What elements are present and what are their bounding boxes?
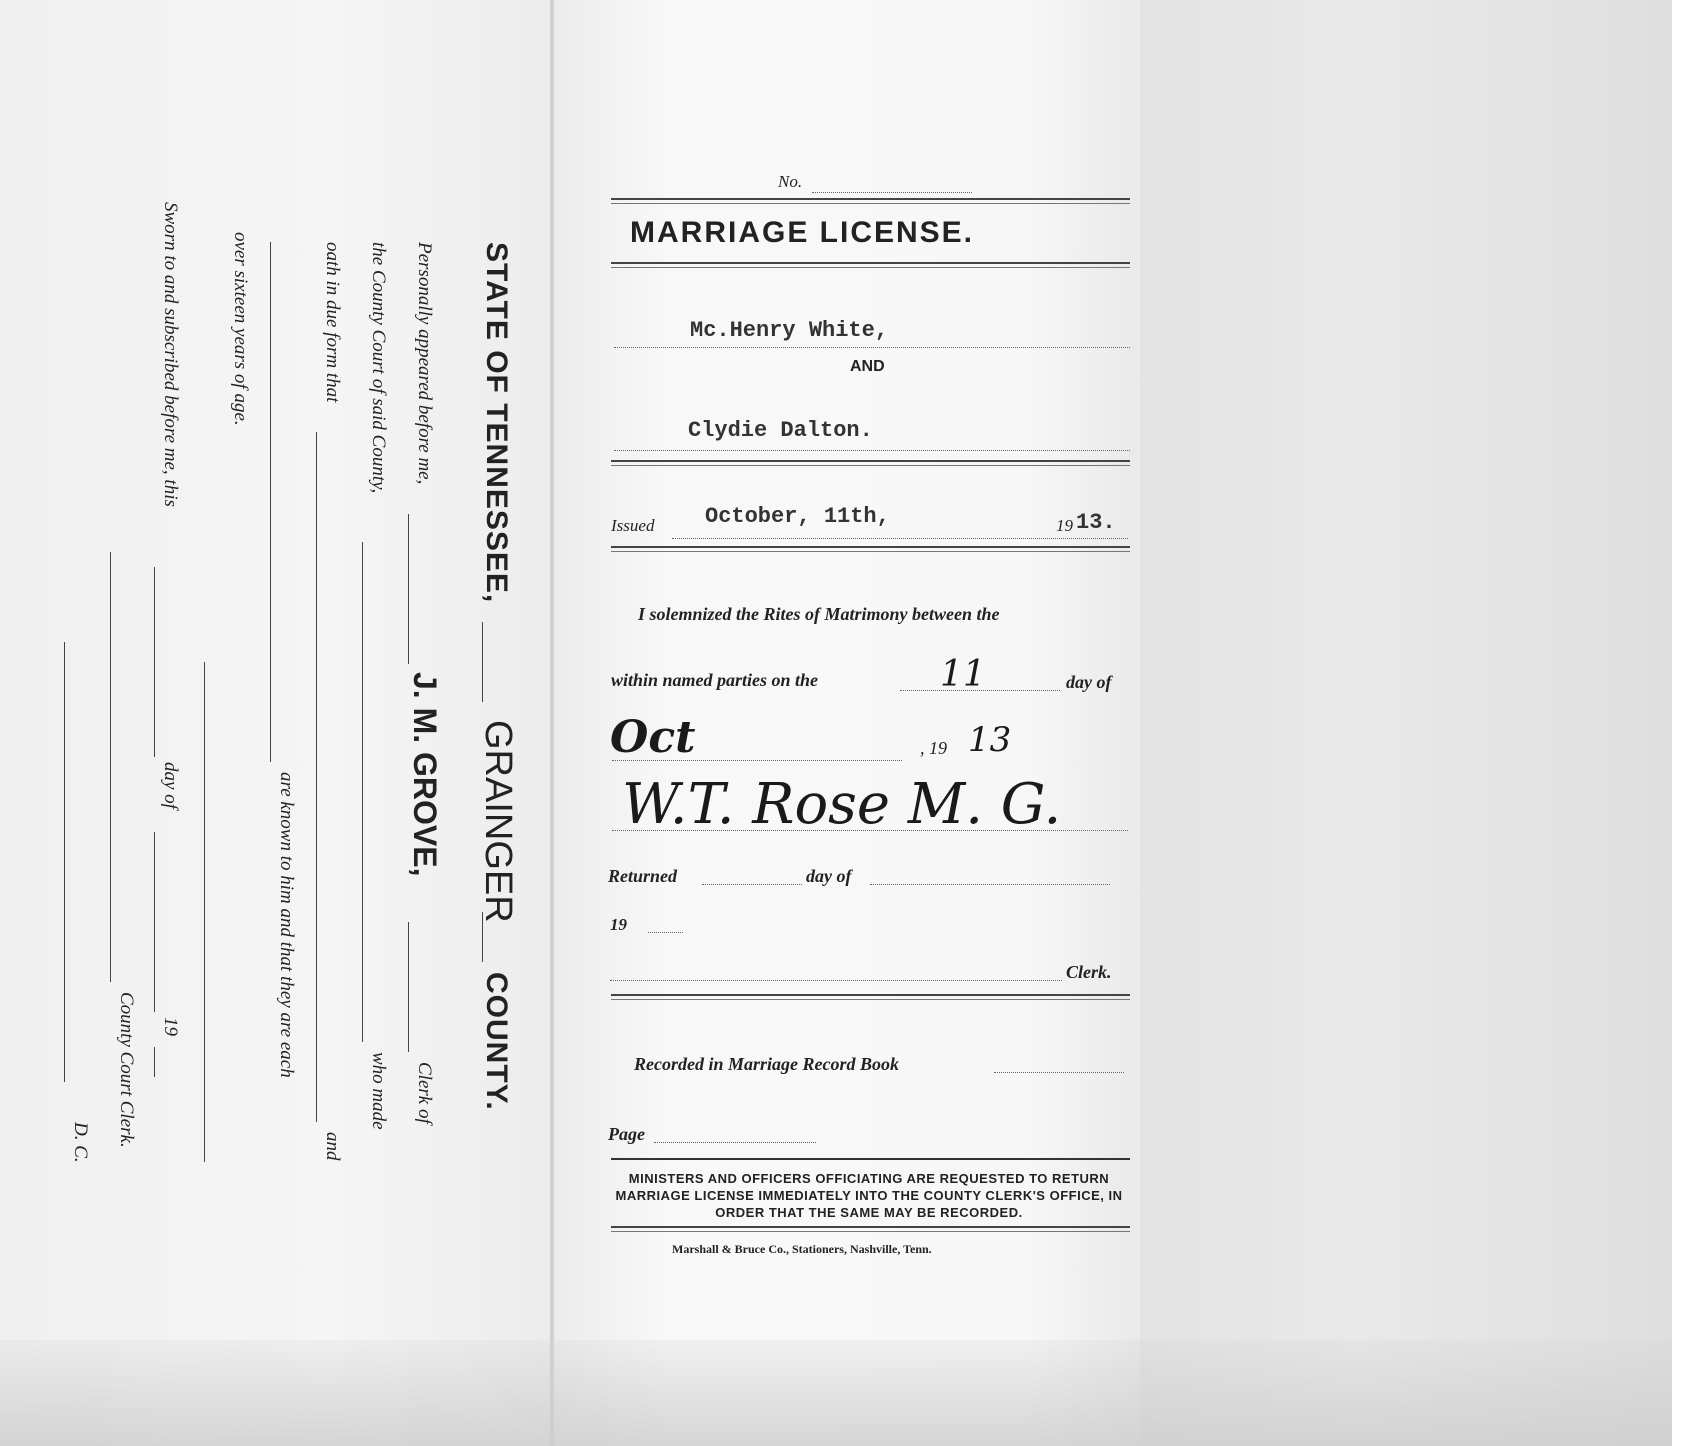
age-text: over sixteen years of age. <box>230 232 251 426</box>
license-number-label: No. <box>778 172 803 191</box>
oath-text: oath in due form that <box>322 242 343 403</box>
issued-date: October, 11th, <box>705 504 890 529</box>
right-fold-panel <box>1140 0 1689 1446</box>
and-label: AND <box>850 358 885 375</box>
bride-line <box>614 450 1130 451</box>
names-rule <box>611 460 1130 466</box>
issued-year-prefix: 19 <box>1056 516 1073 535</box>
county-clerk-text: County Court Clerk. <box>116 992 137 1148</box>
clerk-name: J. M. GROVE, <box>407 672 443 877</box>
blank-line <box>482 622 483 702</box>
page-line <box>654 1142 816 1143</box>
blank-line <box>154 567 155 757</box>
officiant-signature: W.T. Rose M. G. <box>622 772 1062 837</box>
affidavit-line-age <box>219 222 259 1302</box>
groom-name: Mc.Henry White, <box>690 318 889 343</box>
who-made-text: who made <box>368 1052 389 1130</box>
title-rule-top <box>611 198 1130 204</box>
affidavit-line-known <box>265 222 305 1302</box>
affidavit-line-appeared <box>403 222 443 1302</box>
year-text: 19 <box>160 1017 181 1036</box>
groom-line <box>614 347 1130 348</box>
deputy-clerk-text: D. C. <box>70 1122 91 1163</box>
county-name: GRAINGER <box>477 720 519 923</box>
recorded-label: Recorded in Marriage Record Book <box>634 1054 899 1074</box>
clerk-label: Clerk. <box>1066 962 1112 982</box>
year-prefix: , 19 <box>920 738 947 758</box>
notice-rule-bottom <box>611 1226 1130 1232</box>
known-text: are known to him and that they are each <box>276 772 297 1078</box>
recorded-line <box>994 1072 1124 1073</box>
sworn-text: Sworn to and subscribed before me, this <box>160 202 181 507</box>
affidavit-line-deputy <box>59 222 99 1302</box>
blank-line <box>482 912 483 962</box>
day-of-text: day of <box>160 762 181 809</box>
clerk-rule <box>611 994 1130 1000</box>
returned-day-line <box>702 884 802 885</box>
and-text: and <box>322 1132 343 1161</box>
state-heading: STATE OF TENNESSEE, <box>480 242 513 604</box>
issued-label: Issued <box>611 516 655 535</box>
issued-year: 13. <box>1076 510 1116 535</box>
blank-line <box>154 832 155 1012</box>
month-line <box>612 760 902 761</box>
blank-line <box>154 1047 155 1077</box>
affidavit-line-oath <box>311 222 351 1302</box>
affidavit-line-sworn <box>149 202 189 1302</box>
license-number-line <box>812 192 972 193</box>
affidavit-header <box>475 222 519 1302</box>
bride-name: Clydie Dalton. <box>688 418 873 443</box>
blank-line <box>316 432 317 1122</box>
license-title: MARRIAGE LICENSE. <box>630 216 975 249</box>
returned-year-line <box>648 932 683 933</box>
affidavit-blank-line <box>185 222 225 1302</box>
court-text: the County Court of said County, <box>368 242 389 494</box>
day-of-label: day of <box>1066 672 1112 692</box>
returned-month-line <box>870 884 1110 885</box>
clerk-of-text: Clerk of <box>414 1062 435 1124</box>
blank-line <box>408 922 409 1052</box>
solemnized-year: 13 <box>968 720 1012 760</box>
notice-rule-top <box>611 1158 1130 1160</box>
printer-credit: Marshall & Bruce Co., Stationers, Nashville, Tenn. <box>672 1242 932 1256</box>
within-text: within named parties on the <box>611 670 819 690</box>
solemnized-text: I solemnized the Rites of Matrimony between the <box>638 604 1000 624</box>
blank-line <box>270 242 271 762</box>
returned-year: 19 <box>610 915 627 934</box>
issued-line <box>672 538 1128 539</box>
affidavit-line-signature <box>105 222 145 1302</box>
return-notice: MINISTERS AND OFFICERS OFFICIATING ARE REQUESTED TO RETURN MARRIAGE LICENSE IMMEDIATELY INTO THE COUNTY CLERK'S OFFICE, IN ORDER THAT THE SAME MAY BE RECORDED. <box>615 1171 1123 1220</box>
deputy-signature-line <box>64 642 65 1082</box>
returned-day-of: day of <box>806 866 852 886</box>
blank-line <box>408 514 409 664</box>
clerk-line <box>610 980 1062 981</box>
returned-label: Returned <box>608 866 678 886</box>
officiant-line <box>612 830 1128 831</box>
blank-line <box>204 662 205 1162</box>
affidavit-section <box>35 202 519 1422</box>
solemnized-month: Oct <box>610 712 696 763</box>
solemnized-day: 11 <box>940 654 986 695</box>
page-label: Page <box>608 1124 645 1144</box>
title-rule-bottom <box>611 262 1130 268</box>
county-label: COUNTY. <box>480 972 513 1111</box>
affidavit-line-court <box>357 222 397 1302</box>
page-edge <box>1672 0 1689 1446</box>
issued-rule <box>611 546 1130 552</box>
blank-line <box>362 542 363 1042</box>
appeared-text: Personally appeared before me, <box>414 242 435 485</box>
signature-line <box>110 552 111 982</box>
